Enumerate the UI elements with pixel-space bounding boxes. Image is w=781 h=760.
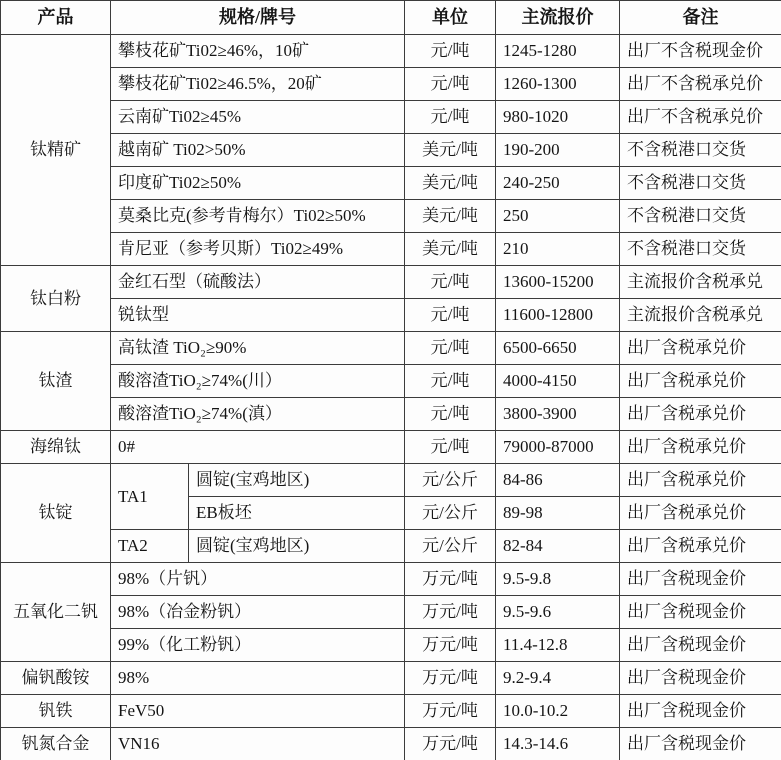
- note-cell: 出厂含税现金价: [620, 629, 781, 662]
- table-row: [1, 68, 781, 101]
- unit-cell: 美元/吨: [405, 167, 496, 200]
- spec-cell: 酸溶渣TiO₂≥74%(川）: [111, 365, 405, 398]
- price-cell: 9.5-9.6: [496, 596, 620, 629]
- table-row: [1, 233, 781, 266]
- spec-cell: 锐钛型: [111, 299, 405, 332]
- table-row: [1, 530, 781, 563]
- table-row: [1, 101, 781, 134]
- price-cell: 240-250: [496, 167, 620, 200]
- table-row: [1, 332, 781, 365]
- unit-cell: 万元/吨: [405, 629, 496, 662]
- header-unit: 单位: [405, 1, 496, 35]
- spec-cell: 98%（冶金粉钒）: [111, 596, 405, 629]
- note-cell: 出厂不含税承兑价: [620, 101, 781, 134]
- note-cell: 出厂含税承兑价: [620, 464, 781, 497]
- spec-cell: 印度矿Ti02≥50%: [111, 167, 405, 200]
- table-row: [1, 200, 781, 233]
- spec-cell: 莫桑比克(参考肯梅尔）Ti02≥50%: [111, 200, 405, 233]
- note-cell: 出厂含税现金价: [620, 695, 781, 728]
- spec-cell: 高钛渣 TiO₂≥90%: [111, 332, 405, 365]
- note-cell: 出厂含税承兑价: [620, 530, 781, 563]
- note-cell: 出厂不含税现金价: [620, 35, 781, 68]
- spec-cell: 0#: [111, 431, 405, 464]
- header-price: 主流报价: [496, 1, 620, 35]
- table-row: [1, 134, 781, 167]
- spec-cell: 越南矿 Ti02>50%: [111, 134, 405, 167]
- spec-cell: 99%（化工粉钒）: [111, 629, 405, 662]
- note-cell: 不含税港口交货: [620, 134, 781, 167]
- spec-cell: 攀枝花矿Ti02≥46.5%，20矿: [111, 68, 405, 101]
- note-cell: 不含税港口交货: [620, 167, 781, 200]
- header-note: 备注: [620, 1, 781, 35]
- note-cell: 出厂含税承兑价: [620, 332, 781, 365]
- price-cell: 10.0-10.2: [496, 695, 620, 728]
- spec-cell: 98%（片钒）: [111, 563, 405, 596]
- header-row: [1, 1, 781, 35]
- table-row: [1, 266, 781, 299]
- note-cell: 主流报价含税承兑: [620, 299, 781, 332]
- price-cell: 250: [496, 200, 620, 233]
- table-row: [1, 596, 781, 629]
- note-cell: 出厂不含税承兑价: [620, 68, 781, 101]
- price-cell: 1245-1280: [496, 35, 620, 68]
- unit-cell: 万元/吨: [405, 695, 496, 728]
- unit-cell: 元/吨: [405, 68, 496, 101]
- unit-cell: 美元/吨: [405, 233, 496, 266]
- price-cell: 980-1020: [496, 101, 620, 134]
- table-row: [1, 35, 781, 68]
- price-cell: 1260-1300: [496, 68, 620, 101]
- price-cell: 9.5-9.8: [496, 563, 620, 596]
- unit-cell: 美元/吨: [405, 200, 496, 233]
- unit-cell: 元/吨: [405, 365, 496, 398]
- price-cell: 190-200: [496, 134, 620, 167]
- note-cell: 不含税港口交货: [620, 233, 781, 266]
- product-cell: 钒氮合金: [1, 728, 111, 760]
- spec-cell: 肯尼亚（参考贝斯）Ti02≥49%: [111, 233, 405, 266]
- product-cell: 钛锭: [1, 464, 111, 563]
- spec-cell: 酸溶渣TiO₂≥74%(滇）: [111, 398, 405, 431]
- product-cell: 钛精矿: [1, 35, 111, 266]
- product-cell: 钛渣: [1, 332, 111, 431]
- table-row: [1, 629, 781, 662]
- spec-cell: 98%: [111, 662, 405, 695]
- price-cell: 14.3-14.6: [496, 728, 620, 760]
- price-cell: 84-86: [496, 464, 620, 497]
- note-cell: 主流报价含税承兑: [620, 266, 781, 299]
- product-cell: 钒铁: [1, 695, 111, 728]
- price-cell: 4000-4150: [496, 365, 620, 398]
- price-cell: 13600-15200: [496, 266, 620, 299]
- price-cell: 79000-87000: [496, 431, 620, 464]
- spec-cell: 圆锭(宝鸡地区): [189, 464, 405, 497]
- table-row: [1, 728, 781, 760]
- price-cell: 3800-3900: [496, 398, 620, 431]
- product-cell: 海绵钛: [1, 431, 111, 464]
- spec-cell: VN16: [111, 728, 405, 760]
- table-row: [1, 464, 781, 497]
- product-cell: 偏钒酸铵: [1, 662, 111, 695]
- unit-cell: 元/吨: [405, 332, 496, 365]
- product-cell: 五氧化二钒: [1, 563, 111, 662]
- note-cell: 出厂含税现金价: [620, 662, 781, 695]
- spec-cell: 圆锭(宝鸡地区): [189, 530, 405, 563]
- unit-cell: 元/吨: [405, 266, 496, 299]
- spec-cell: 云南矿Ti02≥45%: [111, 101, 405, 134]
- unit-cell: 元/公斤: [405, 530, 496, 563]
- spec-cell: FeV50: [111, 695, 405, 728]
- grade-cell: TA2: [111, 530, 189, 563]
- note-cell: 出厂含税承兑价: [620, 497, 781, 530]
- table-row: [1, 299, 781, 332]
- unit-cell: 元/吨: [405, 398, 496, 431]
- price-cell: 6500-6650: [496, 332, 620, 365]
- price-cell: 89-98: [496, 497, 620, 530]
- unit-cell: 元/吨: [405, 35, 496, 68]
- note-cell: 出厂含税承兑价: [620, 398, 781, 431]
- note-cell: 出厂含税现金价: [620, 563, 781, 596]
- table-row: [1, 695, 781, 728]
- unit-cell: 元/吨: [405, 101, 496, 134]
- price-cell: 210: [496, 233, 620, 266]
- unit-cell: 万元/吨: [405, 662, 496, 695]
- unit-cell: 万元/吨: [405, 596, 496, 629]
- table-row: [1, 563, 781, 596]
- price-cell: 9.2-9.4: [496, 662, 620, 695]
- note-cell: 出厂含税承兑价: [620, 365, 781, 398]
- note-cell: 出厂含税承兑价: [620, 431, 781, 464]
- header-product: 产品: [1, 1, 111, 35]
- note-cell: 不含税港口交货: [620, 200, 781, 233]
- unit-cell: 元/公斤: [405, 497, 496, 530]
- table-row: [1, 662, 781, 695]
- price-cell: 11600-12800: [496, 299, 620, 332]
- unit-cell: 万元/吨: [405, 563, 496, 596]
- spec-cell: 金红石型（硫酸法）: [111, 266, 405, 299]
- table-row: [1, 365, 781, 398]
- spec-cell: EB板坯: [189, 497, 405, 530]
- product-cell: 钛白粉: [1, 266, 111, 332]
- table-row: [1, 398, 781, 431]
- header-spec: 规格/牌号: [111, 1, 405, 35]
- unit-cell: 元/吨: [405, 299, 496, 332]
- note-cell: 出厂含税现金价: [620, 728, 781, 760]
- unit-cell: 元/公斤: [405, 464, 496, 497]
- price-cell: 11.4-12.8: [496, 629, 620, 662]
- spec-cell: 攀枝花矿Ti02≥46%，10矿: [111, 35, 405, 68]
- unit-cell: 万元/吨: [405, 728, 496, 760]
- unit-cell: 元/吨: [405, 431, 496, 464]
- unit-cell: 美元/吨: [405, 134, 496, 167]
- table-row: [1, 431, 781, 464]
- note-cell: 出厂含税现金价: [620, 596, 781, 629]
- price-cell: 82-84: [496, 530, 620, 563]
- table-row: [1, 167, 781, 200]
- grade-cell: TA1: [111, 464, 189, 530]
